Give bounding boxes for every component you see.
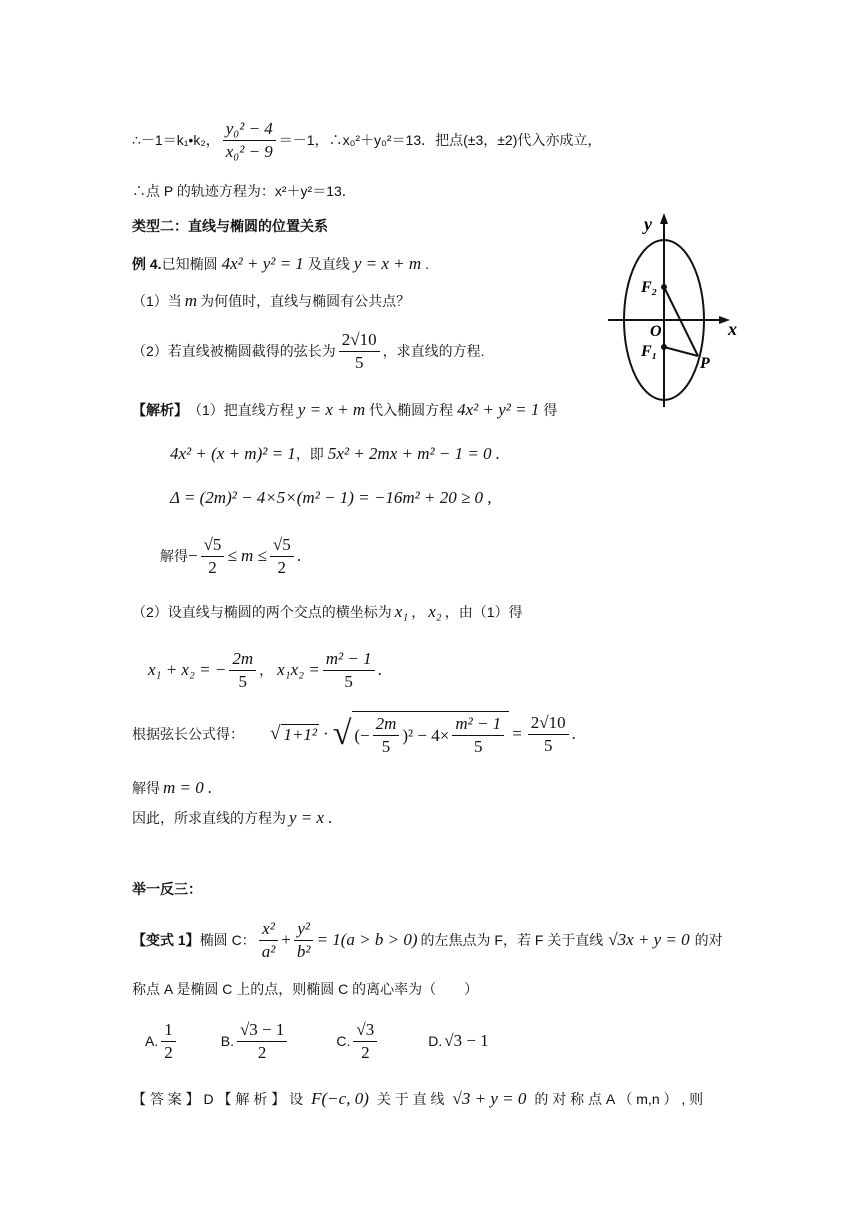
- equation-discriminant: Δ = (2m)² − 4×5×(m² − 1) = −16m² + 20 ≥ 0 ,: [170, 488, 492, 507]
- section-heading: 类型二：直线与椭圆的位置关系: [132, 218, 328, 234]
- option-b: B. $\frac{√3 - 1}{2}$: [221, 1020, 291, 1063]
- answer-options: [145, 1017, 489, 1065]
- equation-m-range: 解得 − $\frac{√5}{2}$ ≤ m ≤ $\frac{√5}{2}$ .: [160, 534, 301, 577]
- y-label: y: [644, 214, 652, 234]
- option-c: C. $\frac{√3}{2}$: [336, 1020, 380, 1063]
- result-line: 解得 m = 0 .: [132, 778, 213, 797]
- fraction: $\frac{2√10}{5}$: [528, 713, 569, 756]
- x-label: x: [728, 319, 737, 339]
- origin-label: O: [650, 323, 662, 340]
- variant-1-continuation: 称点 A 是椭圆 C 上的点，则椭圆 C 的离心率为（ ）: [132, 981, 479, 997]
- f2-label: F₂: [641, 279, 658, 296]
- practice-heading: 举一反三：: [132, 881, 202, 897]
- equation-substitution: 4x² + (x + m)² = 1 ，即 5x² + 2mx + m² − 1 = 0 .: [170, 444, 501, 463]
- option-a: A. $\frac{1}{2}$: [145, 1020, 179, 1063]
- sqrt-radicand: (− $\frac{2m}{5}$ )² − 4× $\frac{\text{m² − 1}}{5}$: [352, 711, 509, 757]
- question-2: （2）若直线被椭圆截得的弦长为 $\frac{2√10}{5}$ ，求直线的方程.: [132, 329, 485, 372]
- solution-part-1: 【解析】 （1）把直线方程 y = x + m 代入椭圆方程 4x² + y² = 1 得: [132, 400, 558, 419]
- fraction: $\frac{√3 - 1}{2}$: [237, 1020, 287, 1063]
- text: ＝－1，∴x₀²＋y₀²＝13．把点(±3，±2)代入亦成立，: [278, 132, 602, 148]
- solution-part-2: （2）设直线与椭圆的两个交点的横坐标为 x₁ ， x₂ ，由（1）得: [132, 602, 523, 621]
- y-axis-arrow: [660, 213, 668, 224]
- segment-f2-p: [664, 287, 698, 356]
- fraction: $\frac{2m}{5}$: [373, 714, 400, 757]
- fraction: $\frac{\text{y₀² − 4}}{\text{x₀² − 9}}$: [223, 119, 276, 162]
- variant-1-statement: 【变式 1】 椭圆 C： $\frac{\text{x²}}{\text{a²}}$ + $\frac{\text{y²}}{\text{b²}}$ = 1(a > b > 0) 的左焦点为 F，若 F 关于直线 √3x + y = 0 的对: [132, 918, 723, 961]
- question-1: （1）当 m 为何值时，直线与椭圆有公共点？: [132, 291, 411, 310]
- equation-vieta: x₁ + x₂ = − $\frac{2m}{5}$ ， x₁x₂ = $\frac{\text{m² − 1}}{5}$ .: [148, 648, 382, 691]
- ellipse-diagram: [600, 210, 750, 410]
- fraction: $\frac{1}{2}$: [161, 1020, 176, 1063]
- f1-label: F₁: [641, 343, 658, 360]
- line-trajectory-derivation: [132, 118, 601, 162]
- segment-f1-p: [664, 347, 698, 356]
- text: ∴－1＝k₁•k₂，: [132, 132, 220, 148]
- conclusion-line: 因此，所求直线的方程为 y = x .: [132, 808, 333, 827]
- line-trajectory-equation: ∴点 P 的轨迹方程为：x²＋y²＝13．: [132, 183, 356, 199]
- example-4-statement: 例 4. 已知椭圆 4x² + y² = 1 及直线 y = x + m .: [132, 254, 430, 273]
- equation-chord-length: 根据弦长公式得： √ 1+1² · √ (− $\frac{2m}{5}$ )² − 4× $\frac{\text{m² − 1}}{5}$ = $\frac{2√10}{5}$ .: [132, 712, 576, 756]
- fraction: $\frac{\text{y²}}{\text{b²}}$: [294, 919, 314, 962]
- fraction: $\frac{√3}{2}$: [353, 1020, 377, 1063]
- option-d: D. √3 − 1: [428, 1031, 489, 1050]
- fraction: $\frac{\text{x²}}{\text{a²}}$: [259, 919, 279, 962]
- fraction: $\frac{√5}{2}$: [201, 535, 225, 578]
- answer-line: 【 答 案 】 D 【 解 析 】 设 F(−c, 0) 关 于 直 线 √3 + y = 0 的 对 称 点 A （ m,n ） , 则: [132, 1089, 704, 1108]
- fraction: $\frac{2m}{5}$: [229, 649, 256, 692]
- fraction: $\frac{2√10}{5}$: [339, 330, 380, 373]
- fraction: $\frac{\text{m² − 1}}{5}$: [323, 649, 375, 692]
- fraction: $\frac{\text{m² − 1}}{5}$: [452, 714, 504, 757]
- p-label: P: [700, 355, 710, 372]
- fraction: $\frac{√5}{2}$: [270, 535, 294, 578]
